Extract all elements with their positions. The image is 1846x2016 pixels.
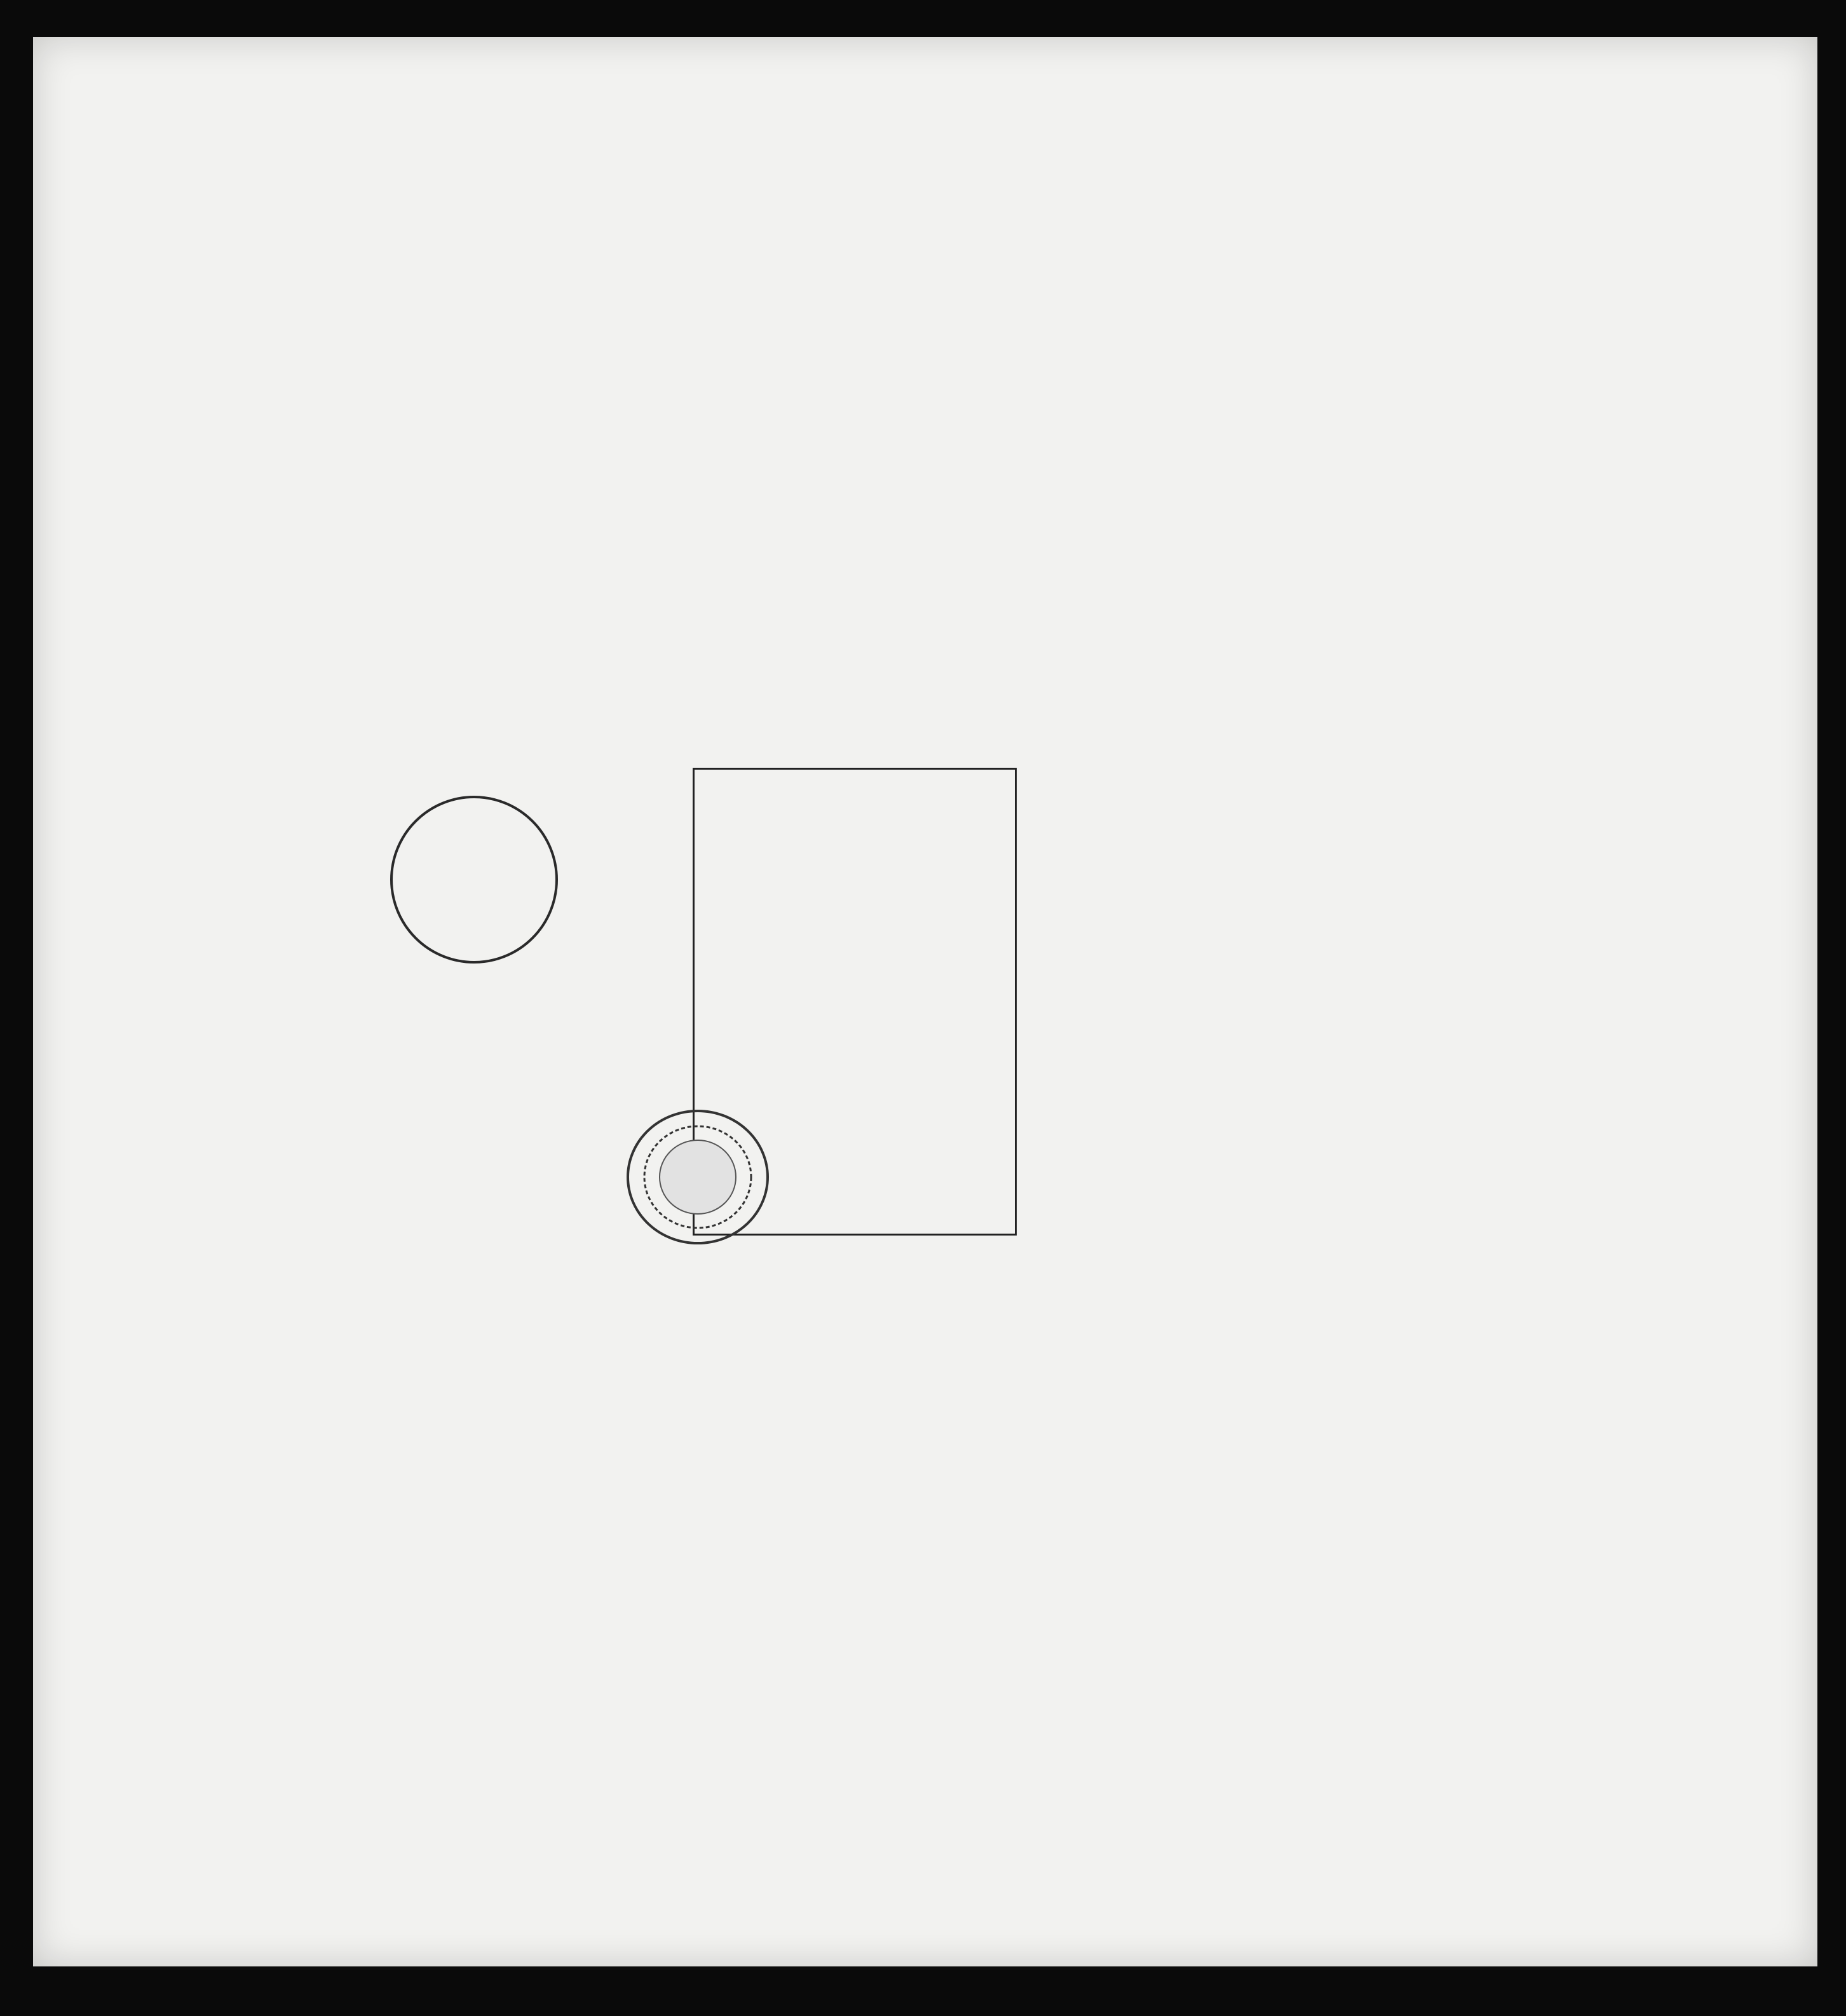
notary-seal	[347, 753, 601, 1007]
consular-seal	[623, 1106, 782, 1252]
